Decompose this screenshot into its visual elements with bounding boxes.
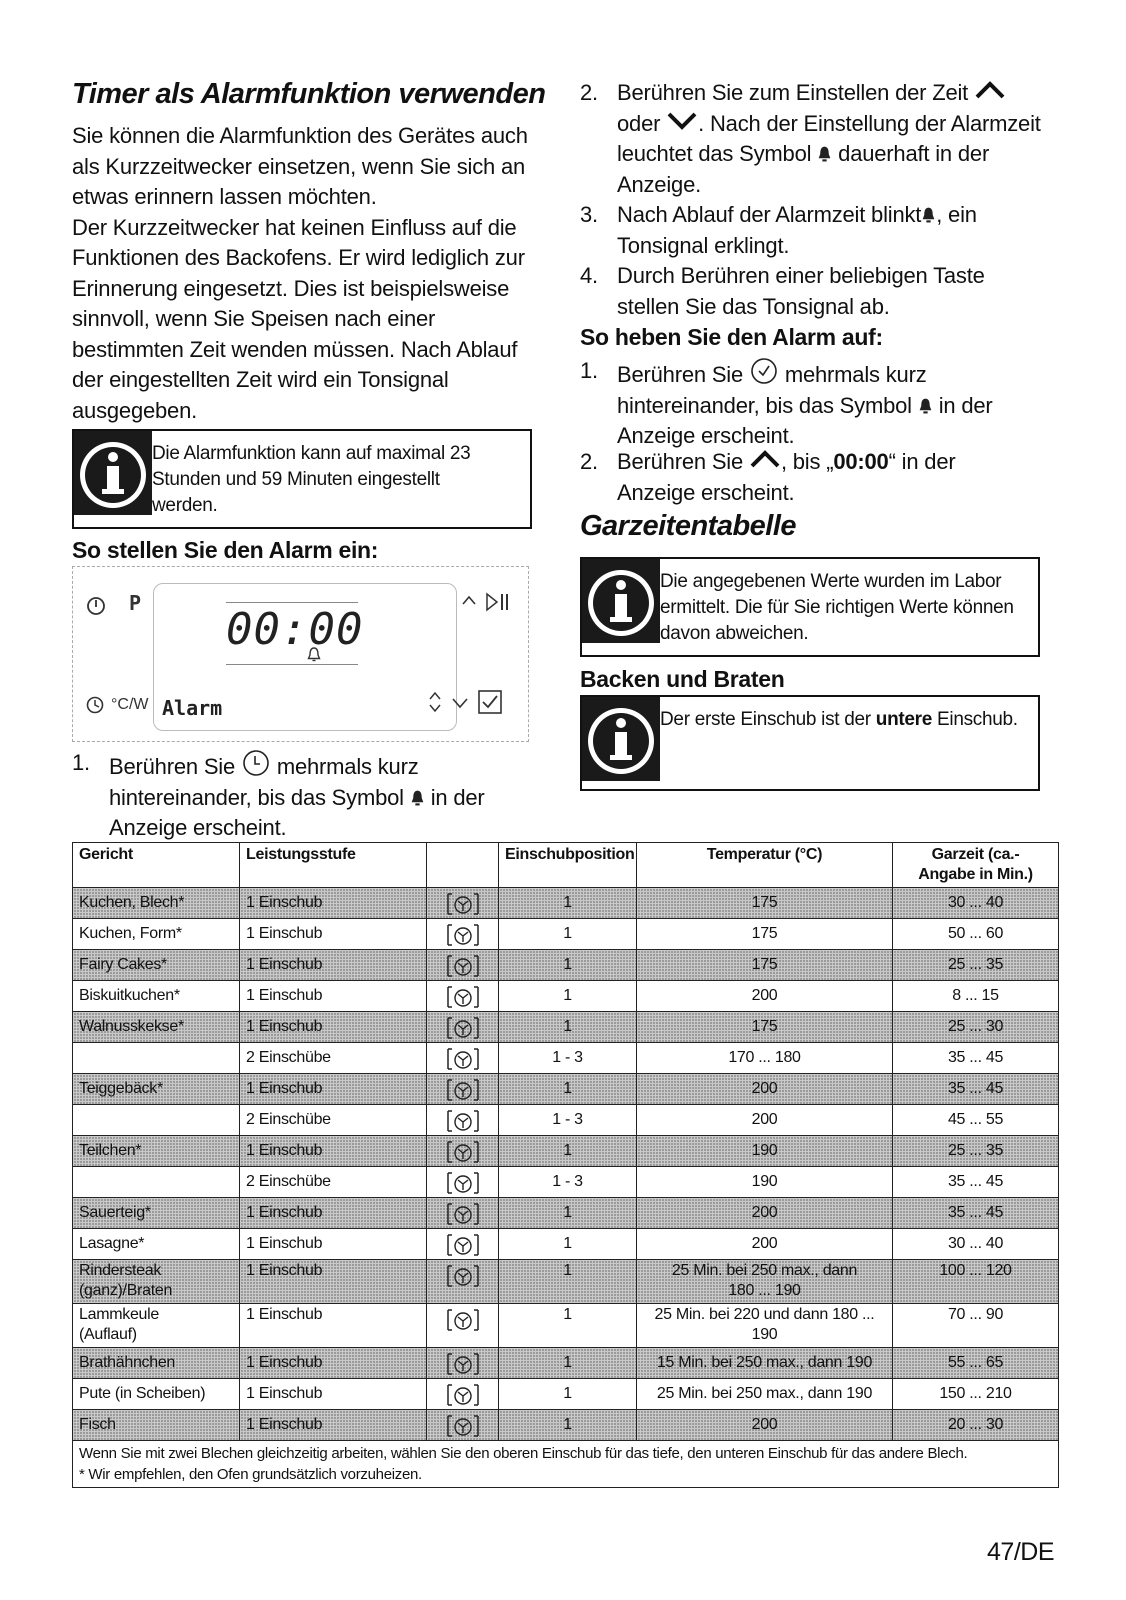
- time-value: 00:00: [833, 449, 889, 474]
- table-row: [73, 1198, 1059, 1229]
- step-text: Nach Ablauf der Alarmzeit blinkt: [617, 202, 922, 227]
- cell-temperature: 200: [637, 1229, 893, 1260]
- cell-dish: Lammkeule (Auflauf): [73, 1304, 240, 1348]
- cell-dish: Brathähnchen: [73, 1348, 240, 1379]
- cell-level: 1 Einschub: [240, 888, 427, 919]
- alarm-info-box: [72, 429, 532, 529]
- step-number: 2.: [580, 449, 598, 474]
- alarm-section-heading: Timer als Alarmfunktion verwenden: [72, 78, 546, 110]
- table-row: [73, 1229, 1059, 1260]
- cell-position: 1: [499, 1012, 637, 1043]
- cell-mode: [427, 1043, 499, 1074]
- confirm-icon[interactable]: [477, 689, 503, 715]
- set-step-1: [72, 748, 542, 840]
- step-text: in der: [430, 784, 485, 810]
- bake-roast-heading: Backen und Braten: [580, 666, 785, 692]
- cell-time: 30 ... 40: [893, 1229, 1059, 1260]
- cell-level: 1 Einschub: [240, 981, 427, 1012]
- cell-dish: Pute (in Scheiben): [73, 1379, 240, 1410]
- cell-time: 55 ... 65: [893, 1348, 1059, 1379]
- cell-dish: [73, 1167, 240, 1198]
- cell-time: 45 ... 55: [893, 1105, 1059, 1136]
- step-text: Tonsignal erklingt.: [617, 232, 790, 258]
- step-text: hintereinander, bis das Symbol: [109, 784, 404, 810]
- cell-time: 35 ... 45: [893, 1043, 1059, 1074]
- cell-level: 1 Einschub: [240, 1136, 427, 1167]
- step-text: Anzeige erscheint.: [617, 423, 795, 448]
- cancel-step-2: [580, 447, 1060, 509]
- cell-mode: [427, 1260, 499, 1304]
- set-alarm-heading: So stellen Sie den Alarm ein:: [72, 537, 379, 563]
- cell-dish: Fisch: [73, 1410, 240, 1441]
- col-header-time: Garzeit (ca.- Angabe in Min.): [893, 843, 1059, 888]
- cooking-table-heading: Garzeitentabelle: [580, 510, 797, 542]
- display-screen: [153, 583, 457, 731]
- cell-level: 1 Einschub: [240, 950, 427, 981]
- step-text: Anzeige.: [617, 171, 702, 197]
- bell-icon: [307, 646, 321, 662]
- cell-temperature: 175: [637, 1012, 893, 1043]
- cell-position: 1 - 3: [499, 1105, 637, 1136]
- step-text: , ein: [936, 202, 977, 227]
- table-row: [73, 950, 1059, 981]
- cancel-step-1: [580, 356, 1060, 448]
- program-button[interactable]: P: [129, 591, 142, 615]
- cell-time: 20 ... 30: [893, 1410, 1059, 1441]
- cell-dish: Kuchen, Form*: [73, 919, 240, 950]
- cell-time: 70 ... 90: [893, 1304, 1059, 1348]
- cell-temperature: 25 Min. bei 250 max., dann 190: [637, 1379, 893, 1410]
- table-row: [73, 1167, 1059, 1198]
- bell-icon: [817, 145, 832, 162]
- table-row: [73, 1304, 1059, 1348]
- cell-time: 35 ... 45: [893, 1198, 1059, 1229]
- cell-position: 1: [499, 1198, 637, 1229]
- cell-level: 1 Einschub: [240, 1074, 427, 1105]
- col-header-temperature: Temperatur (°C): [637, 843, 893, 888]
- cell-position: 1: [499, 888, 637, 919]
- fan-heating-icon: [445, 922, 481, 948]
- step-text: dauerhaft in der: [838, 141, 990, 166]
- step-number: 2.: [580, 80, 598, 105]
- cell-position: 1 - 3: [499, 1043, 637, 1074]
- step-text: hintereinander, bis das Symbol: [617, 392, 912, 418]
- step-text: mehrmals kurz: [276, 754, 419, 779]
- fan-heating-icon: [445, 1413, 481, 1439]
- cell-dish: Kuchen, Blech*: [73, 888, 240, 919]
- cell-time: 25 ... 30: [893, 1012, 1059, 1043]
- step-text: Berühren Sie zum Einstellen der Zeit: [617, 80, 969, 105]
- intro-line: Der Kurzzeitwecker hat keinen Einfluss auf die: [72, 214, 517, 240]
- down-arrow-icon[interactable]: [451, 695, 469, 711]
- step-text: stellen Sie das Tonsignal ab.: [617, 293, 890, 319]
- set-step-3: [580, 200, 1060, 262]
- intro-line: ausgegeben.: [72, 397, 198, 423]
- table-row: [73, 919, 1059, 950]
- cell-temperature: 25 Min. bei 250 max., dann 180 ... 190: [637, 1260, 893, 1304]
- table-footnote: [73, 1441, 1059, 1488]
- cell-position: 1: [499, 1304, 637, 1348]
- intro-line: sinnvoll, wenn Sie Speisen nach einer: [72, 306, 436, 331]
- fan-heating-icon: [445, 1307, 481, 1333]
- step-text: in der: [938, 392, 993, 418]
- step-text: mehrmals kurz: [784, 362, 927, 387]
- cell-mode: [427, 1304, 499, 1348]
- display-divider: [226, 602, 358, 603]
- cell-dish: Biskuitkuchen*: [73, 981, 240, 1012]
- info-text-bold: untere: [875, 709, 933, 730]
- table-row: [73, 1136, 1059, 1167]
- info-text: Einschub.: [932, 709, 1018, 730]
- cell-level: 1 Einschub: [240, 1012, 427, 1043]
- intro-line: bestimmten Zeit wenden müssen. Nach Ablauf: [72, 336, 518, 362]
- display-mode: Alarm: [162, 696, 223, 720]
- fan-heating-icon: [445, 1108, 481, 1134]
- cell-dish: Teilchen*: [73, 1136, 240, 1167]
- cell-level: 1 Einschub: [240, 1198, 427, 1229]
- intro-line: der eingestellten Zeit wird ein Tonsignal: [72, 367, 449, 392]
- bell-icon: [410, 789, 425, 806]
- fan-heating-icon: [445, 1263, 481, 1289]
- col-header-position: Einschubposition: [499, 843, 637, 888]
- cell-temperature: 200: [637, 1105, 893, 1136]
- fan-heating-icon: [445, 1201, 481, 1227]
- cell-position: 1: [499, 1348, 637, 1379]
- info-line: Die Alarmfunktion kann auf maximal 23: [152, 443, 471, 464]
- cell-temperature: 175: [637, 950, 893, 981]
- cell-level: 1 Einschub: [240, 1348, 427, 1379]
- table-row: [73, 1012, 1059, 1043]
- cell-mode: [427, 1105, 499, 1136]
- fan-heating-icon: [445, 984, 481, 1010]
- table-row: [73, 1043, 1059, 1074]
- cell-mode: [427, 1348, 499, 1379]
- cell-position: 1: [499, 1260, 637, 1304]
- info-icon: [582, 697, 660, 781]
- clock-button-icon: [241, 748, 271, 778]
- cell-time: 8 ... 15: [893, 981, 1059, 1012]
- info-line: werden.: [152, 495, 218, 516]
- step-number: 1.: [580, 358, 598, 383]
- fan-heating-icon: [445, 1232, 481, 1258]
- fan-heating-icon: [445, 953, 481, 979]
- cell-mode: [427, 1012, 499, 1043]
- fan-heating-icon: [445, 1382, 481, 1408]
- display-divider: [226, 664, 358, 665]
- step-text: Anzeige erscheint.: [617, 479, 795, 505]
- clock-button-icon: [749, 356, 779, 386]
- col-header-level: Leistungsstufe: [240, 843, 427, 888]
- cell-temperature: 200: [637, 1410, 893, 1441]
- step-number: 1.: [72, 750, 90, 775]
- bell-icon: [921, 206, 936, 223]
- cell-dish: Walnusskekse*: [73, 1012, 240, 1043]
- cell-position: 1: [499, 950, 637, 981]
- fan-heating-icon: [445, 1046, 481, 1072]
- info-icon: [74, 431, 152, 515]
- cell-position: 1: [499, 1379, 637, 1410]
- cell-time: 150 ... 210: [893, 1379, 1059, 1410]
- temp-unit-label[interactable]: °C/W: [111, 696, 149, 713]
- cell-mode: [427, 1229, 499, 1260]
- cell-dish: [73, 1043, 240, 1074]
- cell-mode: [427, 919, 499, 950]
- up-chevron-icon: [749, 449, 781, 469]
- set-step-4: [580, 261, 1060, 323]
- cell-position: 1: [499, 1410, 637, 1441]
- cell-mode: [427, 1379, 499, 1410]
- step-text: leuchtet das Symbol: [617, 141, 812, 166]
- bell-icon: [918, 397, 933, 414]
- up-arrow-icon[interactable]: [461, 593, 477, 609]
- cell-level: 2 Einschübe: [240, 1167, 427, 1198]
- cell-position: 1: [499, 1136, 637, 1167]
- cell-position: 1: [499, 1229, 637, 1260]
- cell-dish: Teiggebäck*: [73, 1074, 240, 1105]
- cell-temperature: 190: [637, 1136, 893, 1167]
- col-header-dish: Gericht: [73, 843, 240, 888]
- step-number: 3.: [580, 202, 598, 227]
- cell-level: 1 Einschub: [240, 1410, 427, 1441]
- up-chevron-icon: [974, 80, 1006, 100]
- table-row: [73, 1379, 1059, 1410]
- step-text: oder: [617, 110, 661, 136]
- display-time: 00:00: [226, 604, 364, 655]
- cell-mode: [427, 950, 499, 981]
- cell-time: 25 ... 35: [893, 1136, 1059, 1167]
- table-row: [73, 888, 1059, 919]
- fan-heating-icon: [445, 1139, 481, 1165]
- col-header-mode: [427, 843, 499, 888]
- cell-mode: [427, 1136, 499, 1167]
- cell-time: 50 ... 60: [893, 919, 1059, 950]
- cell-mode: [427, 981, 499, 1012]
- info-line: [660, 707, 1018, 733]
- table-row: [73, 1105, 1059, 1136]
- cancel-alarm-heading: So heben Sie den Alarm auf:: [580, 324, 883, 350]
- cell-level: 2 Einschübe: [240, 1043, 427, 1074]
- cell-temperature: 190: [637, 1167, 893, 1198]
- intro-line: als Kurzzeitwecker einsetzen, wenn Sie sich an: [72, 153, 526, 179]
- step-text: “ in der: [888, 449, 956, 474]
- step-text: Berühren Sie: [617, 362, 744, 387]
- step-text: Berühren Sie: [109, 754, 236, 779]
- info-icon: [582, 559, 660, 643]
- down-chevron-icon: [666, 111, 698, 131]
- cell-dish: Fairy Cakes*: [73, 950, 240, 981]
- cell-temperature: 175: [637, 919, 893, 950]
- step-text: Berühren Sie: [617, 449, 744, 474]
- step-number: 4.: [580, 263, 598, 288]
- cell-time: 35 ... 45: [893, 1074, 1059, 1105]
- cell-dish: Lasagne*: [73, 1229, 240, 1260]
- table-row: [73, 1074, 1059, 1105]
- fan-heating-icon: [445, 1351, 481, 1377]
- cell-time: 30 ... 40: [893, 888, 1059, 919]
- cell-time: 25 ... 35: [893, 950, 1059, 981]
- table-header-row: [73, 843, 1059, 888]
- cell-time: 100 ... 120: [893, 1260, 1059, 1304]
- intro-line: Funktionen des Backofens. Er wird lediglich zur: [72, 245, 525, 270]
- cell-dish: [73, 1105, 240, 1136]
- step-text: , bis „: [780, 449, 834, 474]
- cell-level: 1 Einschub: [240, 1304, 427, 1348]
- cell-position: 1: [499, 919, 637, 950]
- lab-values-info-box: [580, 557, 1040, 657]
- intro-line: Sie können die Alarmfunktion des Gerätes auch: [72, 123, 528, 148]
- cell-temperature: 15 Min. bei 250 max., dann 190: [637, 1348, 893, 1379]
- cell-mode: [427, 1167, 499, 1198]
- clock-icon[interactable]: [85, 695, 105, 715]
- table-row: [73, 981, 1059, 1012]
- cell-mode: [427, 1198, 499, 1229]
- cell-temperature: 200: [637, 981, 893, 1012]
- start-pause-icon[interactable]: [485, 591, 511, 613]
- cell-time: 35 ... 45: [893, 1167, 1059, 1198]
- step-text: Anzeige erscheint.: [109, 815, 287, 840]
- cell-mode: [427, 888, 499, 919]
- table-row: [73, 1410, 1059, 1441]
- fan-heating-icon: [445, 1170, 481, 1196]
- cell-temperature: 200: [637, 1198, 893, 1229]
- fan-heating-icon: [445, 1077, 481, 1103]
- select-updown-icon[interactable]: [427, 689, 443, 715]
- cell-temperature: 200: [637, 1074, 893, 1105]
- page-number: 47/DE: [987, 1538, 1054, 1566]
- cell-mode: [427, 1074, 499, 1105]
- fan-heating-icon: [445, 891, 481, 917]
- cell-mode: [427, 1410, 499, 1441]
- cell-level: 1 Einschub: [240, 1229, 427, 1260]
- step-text: . Nach der Einstellung der Alarmzeit: [698, 110, 1041, 136]
- cell-position: 1: [499, 1074, 637, 1105]
- alarm-intro-paragraph: [72, 121, 542, 426]
- cell-position: 1: [499, 981, 637, 1012]
- oven-control-panel: [72, 566, 529, 742]
- info-text: Der erste Einschub ist der: [660, 709, 876, 730]
- footnote-text: Wenn Sie mit zwei Blechen gleichzeitig arbeiten, wählen Sie den oberen Einschub für das tiefe, den unteren Einschub für das andere Blech.: [79, 1445, 968, 1462]
- cell-position: 1 - 3: [499, 1167, 637, 1198]
- cooking-times-table: [72, 842, 1059, 1488]
- set-step-2: [580, 78, 1060, 202]
- info-line: davon abweichen.: [660, 623, 809, 644]
- power-icon[interactable]: [85, 595, 107, 617]
- cell-dish: Rindersteak (ganz)/Braten: [73, 1260, 240, 1304]
- cell-temperature: 175: [637, 888, 893, 919]
- info-line: Stunden und 59 Minuten eingestellt: [152, 469, 440, 490]
- cell-level: 1 Einschub: [240, 919, 427, 950]
- table-footnote-row: [73, 1441, 1059, 1488]
- shelf-info-box: [580, 695, 1040, 791]
- cell-level: 1 Einschub: [240, 1379, 427, 1410]
- intro-line: etwas erinnern lassen möchten.: [72, 184, 377, 209]
- cell-dish: Sauerteig*: [73, 1198, 240, 1229]
- fan-heating-icon: [445, 1015, 481, 1041]
- footnote-text: * Wir empfehlen, den Ofen grundsätzlich vorzuheizen.: [79, 1466, 422, 1483]
- step-text: Durch Berühren einer beliebigen Taste: [617, 263, 985, 288]
- cell-level: 1 Einschub: [240, 1260, 427, 1304]
- cell-level: 2 Einschübe: [240, 1105, 427, 1136]
- info-line: ermittelt. Die für Sie richtigen Werte können: [660, 597, 1014, 618]
- table-row: [73, 1348, 1059, 1379]
- cell-temperature: 25 Min. bei 220 und dann 180 ... 190: [637, 1304, 893, 1348]
- table-row: [73, 1260, 1059, 1304]
- info-line: Die angegebenen Werte wurden im Labor: [660, 571, 1002, 592]
- intro-line: Erinnerung eingesetzt. Dies ist beispielsweise: [72, 275, 510, 301]
- cell-temperature: 170 ... 180: [637, 1043, 893, 1074]
